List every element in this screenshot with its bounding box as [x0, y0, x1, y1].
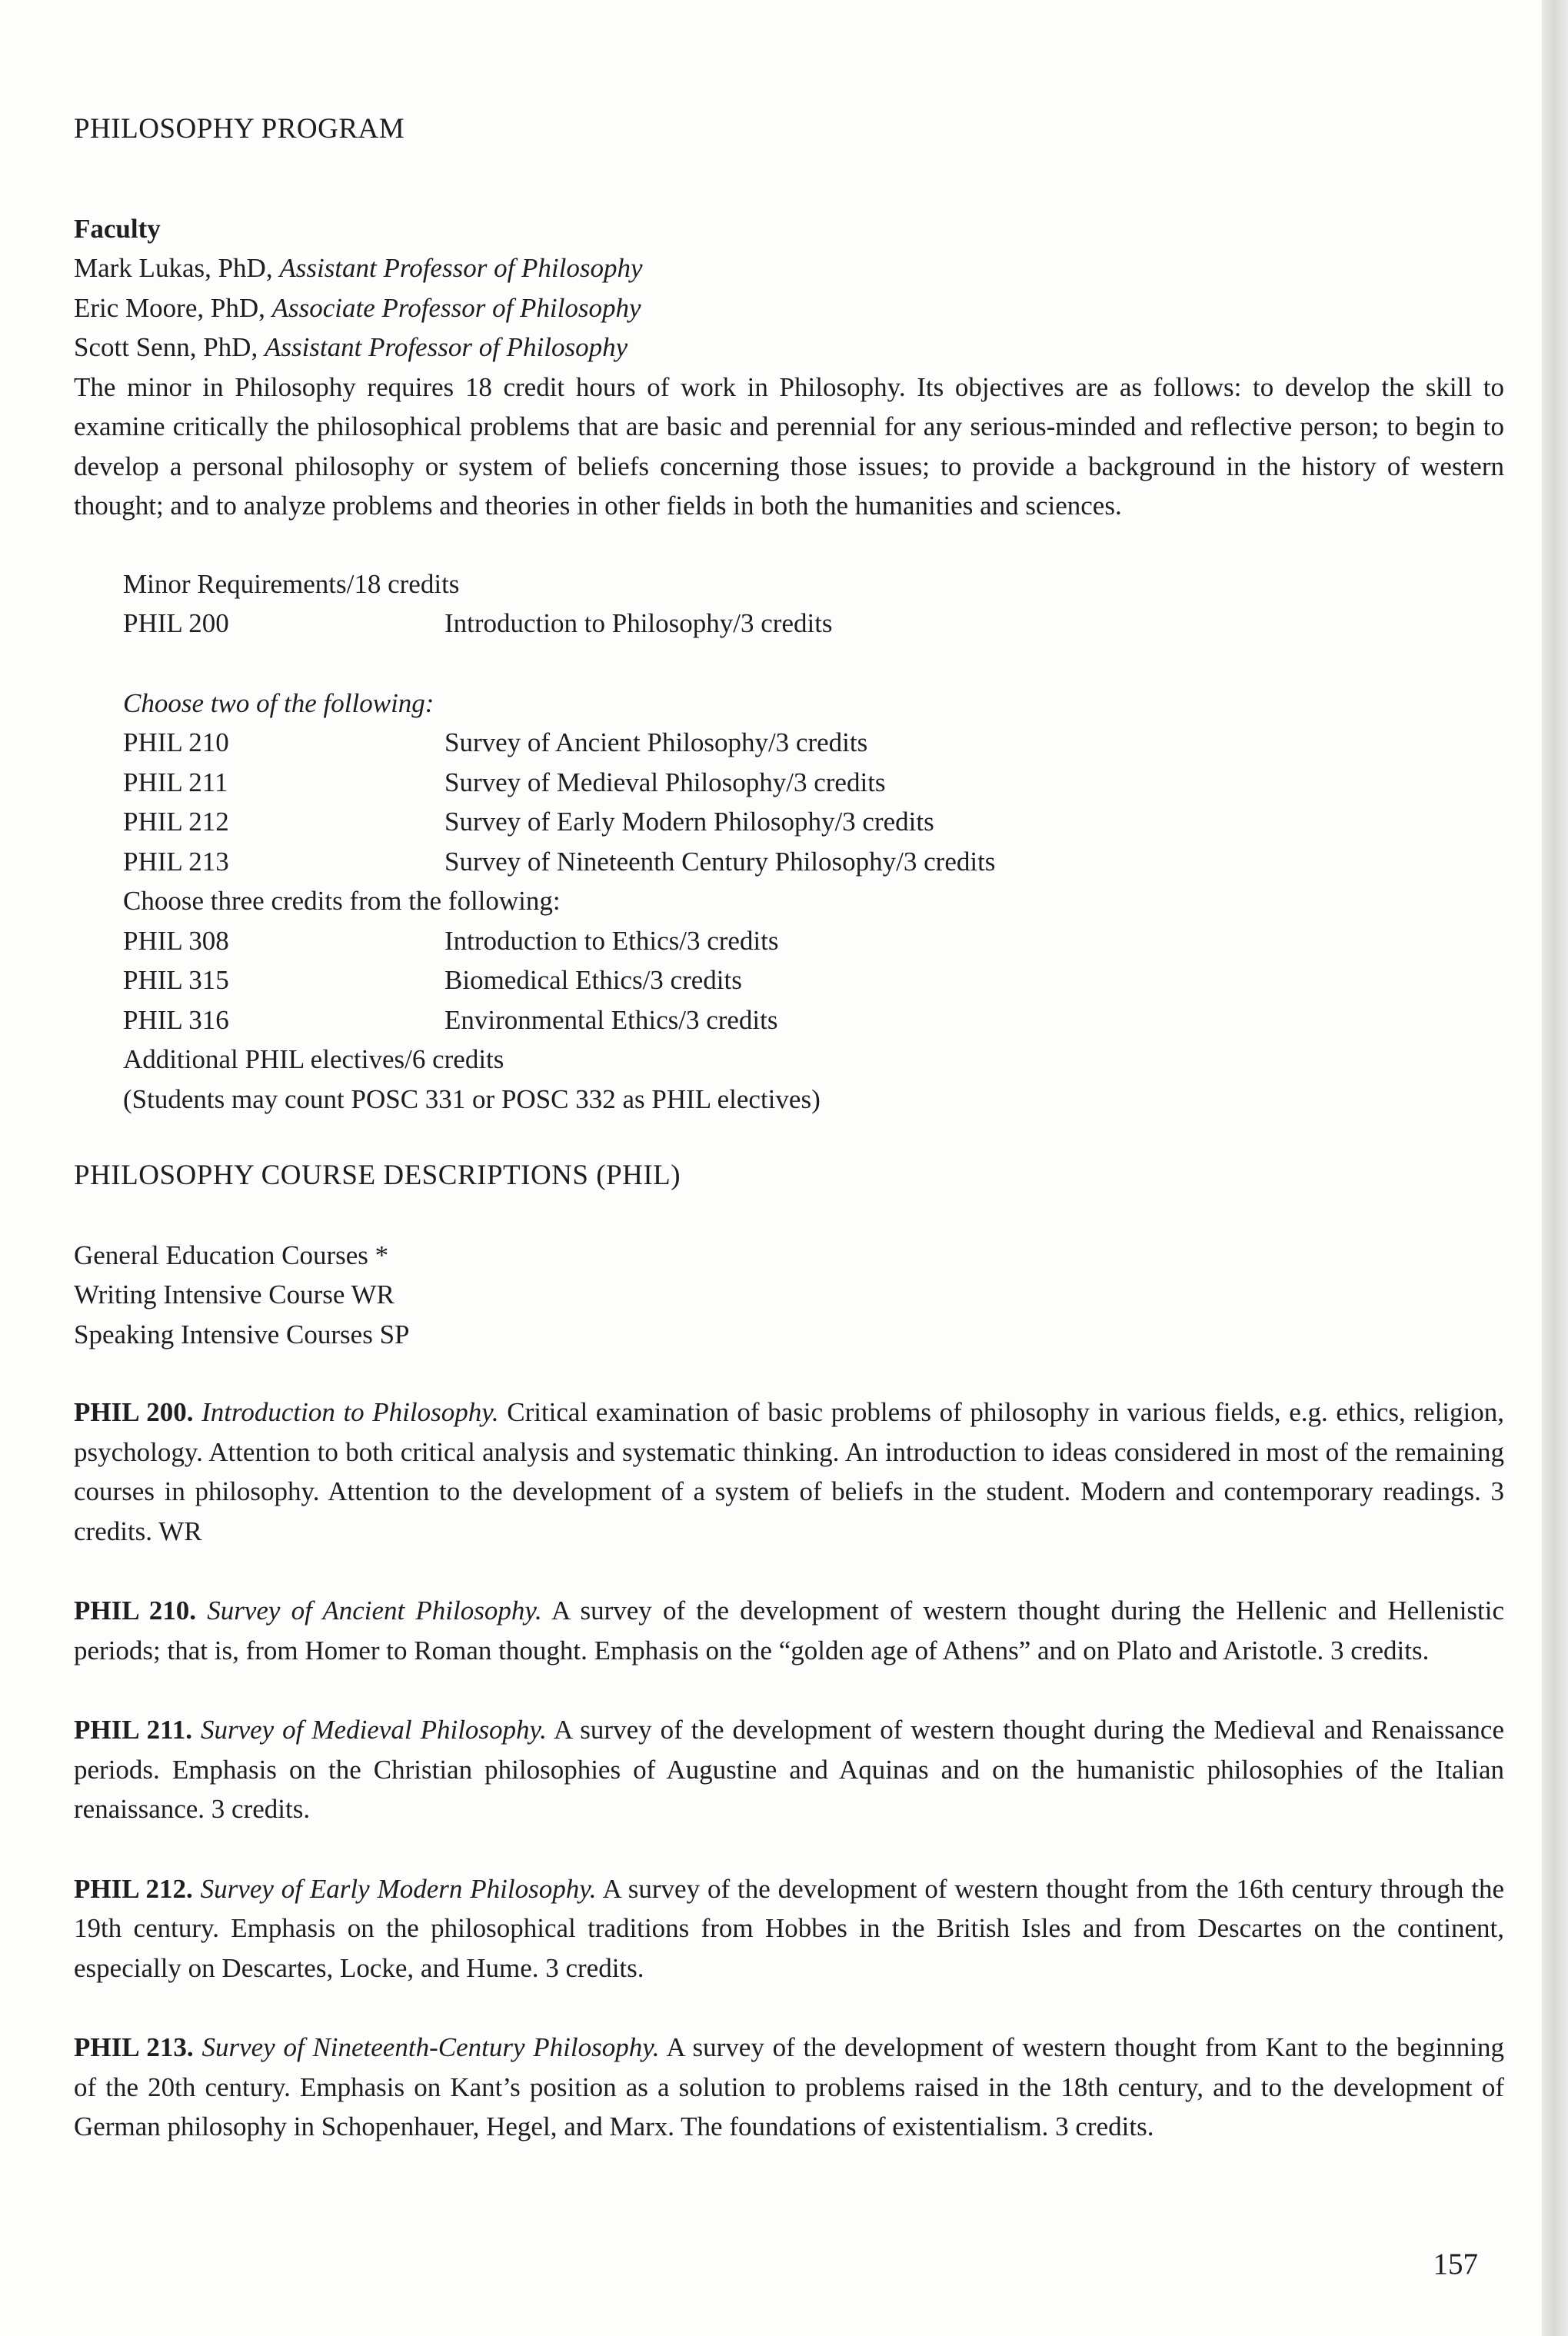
course-description — [74, 1869, 1504, 1988]
course-text: Critical examination of basic problems of philosophy in various fields, e.g. ethics, religion, psychology. Attention to both critical analysis and systematic thinking. An introduction to ideas considered in most of the remaining courses in philosophy. Attention to the development of a system of beliefs in the student. Modern and contemporary readings. 3 credits. WR — [74, 1397, 1504, 1546]
course-title: Survey of Early Modern Philosophy. — [200, 1873, 597, 1904]
course-text: A survey of the development of western thought during the Medieval and Renaissance periods. Emphasis on the Christian philosophies of Augustine and Aquinas and on the humanistic philosophies of the Italian renaissance. 3 credits. — [74, 1715, 1504, 1824]
course-title: Survey of Ancient Philosophy. — [207, 1596, 542, 1626]
course-name: Biomedical Ethics/3 credits — [444, 965, 742, 995]
course-name: Introduction to Philosophy/3 credits — [444, 608, 833, 638]
requirement-row — [123, 842, 1504, 882]
requirement-row — [123, 802, 1504, 842]
faculty-title: Assistant Professor of Philosophy — [279, 253, 643, 283]
course-number: PHIL 200. — [74, 1397, 194, 1427]
course-number: PHIL 213. — [74, 2032, 194, 2062]
faculty-member — [74, 248, 1504, 288]
faculty-name: Mark Lukas, PhD, — [74, 253, 273, 283]
page-content — [74, 109, 1504, 2147]
course-description — [74, 1591, 1504, 1670]
requirement-row — [123, 960, 1504, 1000]
faculty-title: Assistant Professor of Philosophy — [264, 332, 628, 362]
page-title: PHILOSOPHY PROGRAM — [74, 113, 405, 145]
course-number: PHIL 212. — [74, 1873, 193, 1904]
course-code: PHIL 210 — [123, 727, 229, 757]
legend-item: General Education Courses * — [74, 1240, 389, 1270]
program-intro: The minor in Philosophy requires 18 credit hours of work in Philosophy. Its objectives are as follows: to develop the skill to examine critically the philosophical problems that are basic and perennial for any serious-minded and reflective person; to begin to develop a personal philosophy or system of beliefs concerning those issues; to provide a background in the history of western thought; and to analyze problems and theories in other fields in both the humanities and sciences. — [74, 371, 1504, 521]
requirement-row — [123, 723, 1504, 763]
course-code: PHIL 316 — [123, 1004, 229, 1035]
faculty-name: Scott Senn, PhD, — [74, 332, 258, 362]
course-description — [74, 2028, 1504, 2147]
electives-line: Additional PHIL electives/6 credits — [123, 1044, 504, 1074]
course-number: PHIL 210. — [74, 1596, 197, 1626]
legend-item: Speaking Intensive Courses SP — [74, 1319, 410, 1349]
faculty-name: Eric Moore, PhD, — [74, 292, 265, 323]
faculty-label: Faculty — [74, 213, 161, 244]
requirement-row — [123, 1000, 1504, 1040]
course-title: Survey of Medieval Philosophy. — [200, 1715, 547, 1745]
course-name: Survey of Nineteenth Century Philosophy/3 credits — [444, 846, 996, 877]
course-description — [74, 1393, 1504, 1551]
requirement-row — [123, 763, 1504, 803]
requirement-row — [123, 921, 1504, 961]
requirements-title: Minor Requirements/18 credits — [123, 568, 460, 599]
course-name: Survey of Medieval Philosophy/3 credits — [444, 767, 886, 797]
faculty-title: Associate Professor of Philosophy — [271, 292, 641, 323]
course-code: PHIL 200 — [123, 608, 229, 638]
course-text: A survey of the development of western thought during the Hellenic and Hellenistic periods; that is, from Homer to Roman thought. Emphasis on the “golden age of Athens” and on Plato and Aristotle. 3 credits. — [74, 1596, 1505, 1665]
course-text: A survey of the development of western thought from Kant to the beginning of the 20th century. Emphasis on Kant’s position as a solution to problems raised in the 18th century, and to the development of German philosophy in Schopenhauer, Hegel, and Marx. The foundations of existentialism. 3 credits. — [74, 2032, 1504, 2141]
course-title: Introduction to Philosophy. — [201, 1397, 499, 1427]
page-number: 157 — [1433, 2248, 1478, 2281]
course-name: Survey of Ancient Philosophy/3 credits — [444, 727, 868, 757]
faculty-member — [74, 288, 1504, 328]
descriptions-heading: PHILOSOPHY COURSE DESCRIPTIONS (PHIL) — [74, 1160, 681, 1191]
choose-two-label: Choose two of the following: — [123, 687, 434, 718]
course-code: PHIL 308 — [123, 925, 229, 956]
course-code: PHIL 212 — [123, 807, 229, 837]
electives-note: (Students may count POSC 331 or POSC 332 as PHIL electives) — [123, 1083, 821, 1114]
legend-item: Writing Intensive Course WR — [74, 1279, 394, 1309]
course-name: Environmental Ethics/3 credits — [444, 1004, 778, 1035]
choose-three-label: Choose three credits from the following: — [123, 886, 561, 916]
course-number: PHIL 211. — [74, 1715, 192, 1745]
course-text: A survey of the development of western thought from the 16th century through the 19th century. Emphasis on the philosophical traditions from Hobbes in the British Isles and from Descartes on the continent, especially on Descartes, Locke, and Hume. 3 credits. — [74, 1873, 1504, 1983]
course-code: PHIL 213 — [123, 846, 229, 877]
faculty-member — [74, 328, 1504, 368]
course-name: Introduction to Ethics/3 credits — [444, 925, 779, 956]
course-code: PHIL 211 — [123, 767, 228, 797]
course-title: Survey of Nineteenth-Century Philosophy. — [201, 2032, 660, 2062]
course-description — [74, 1710, 1504, 1829]
course-name: Survey of Early Modern Philosophy/3 credits — [444, 807, 934, 837]
course-code: PHIL 315 — [123, 965, 229, 995]
requirement-row — [123, 604, 1504, 644]
page-edge-shadow — [1542, 0, 1568, 2336]
